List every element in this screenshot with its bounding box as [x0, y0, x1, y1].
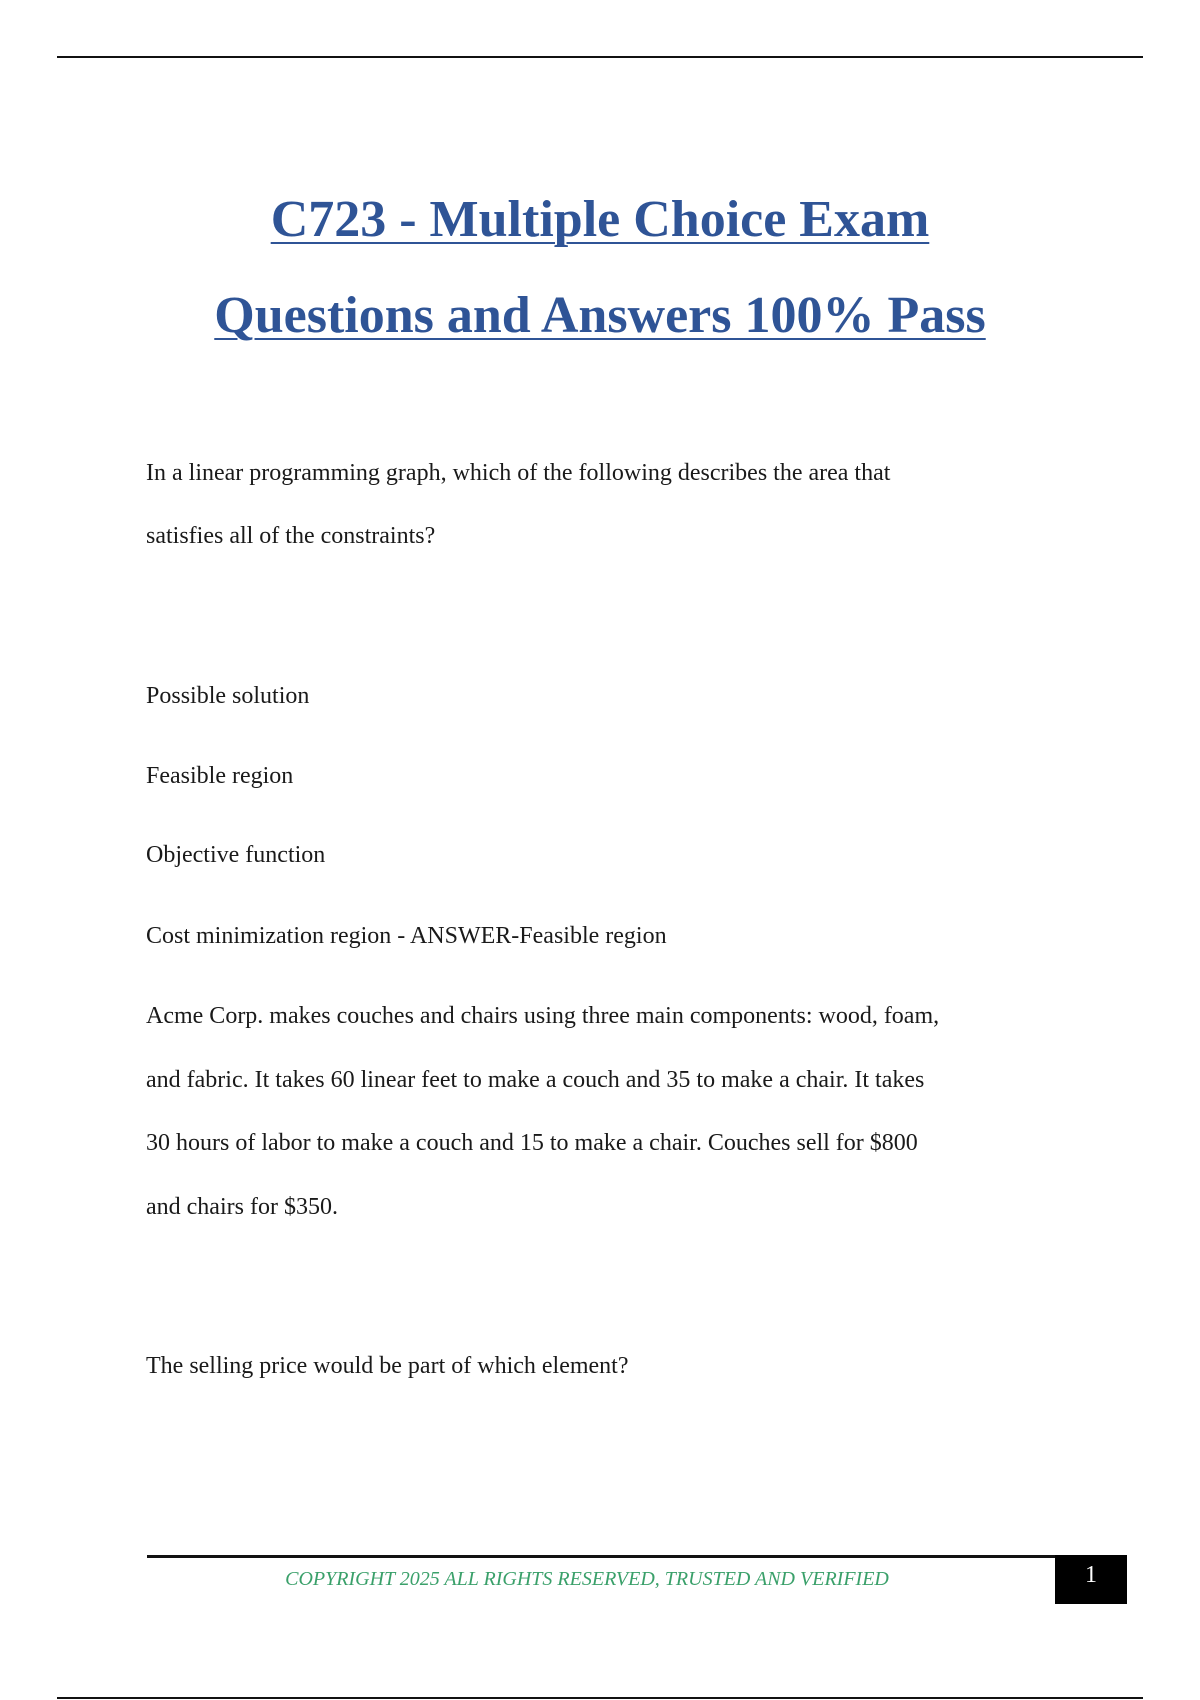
title-line-1: C723 - Multiple Choice Exam [270, 191, 930, 248]
option-1: Possible solution [146, 683, 310, 709]
question-2-line-1: Acme Corp. makes couches and chairs using three main components: wood, foam, [146, 1003, 940, 1029]
question-2-line-4: and chairs for $350. [146, 1194, 338, 1220]
question-2-line-3: 30 hours of labor to make a couch and 15 to make a chair. Couches sell for $800 [146, 1130, 918, 1156]
question-2-line-2: and fabric. It takes 60 linear feet to make a couch and 35 to make a chair. It takes [146, 1067, 925, 1093]
question-3: The selling price would be part of which element? [146, 1353, 629, 1379]
document-title [0, 172, 1200, 364]
page-number: 1 [1055, 1555, 1127, 1604]
footer-rule [147, 1555, 1056, 1558]
question-1-line-2: satisfies all of the constraints? [146, 523, 436, 549]
title-line-2: Questions and Answers 100% Pass [214, 287, 986, 344]
bottom-rule [57, 1697, 1143, 1699]
header-rule [57, 56, 1143, 58]
option-3: Objective function [146, 842, 326, 868]
question-1-line-1: In a linear programming graph, which of the following describes the area that [146, 460, 891, 486]
option-2: Feasible region [146, 763, 294, 789]
footer-copyright: COPYRIGHT 2025 ALL RIGHTS RESERVED, TRUSTED AND VERIFIED [285, 1568, 889, 1590]
option-4-answer: Cost minimization region - ANSWER-Feasible region [146, 923, 667, 949]
